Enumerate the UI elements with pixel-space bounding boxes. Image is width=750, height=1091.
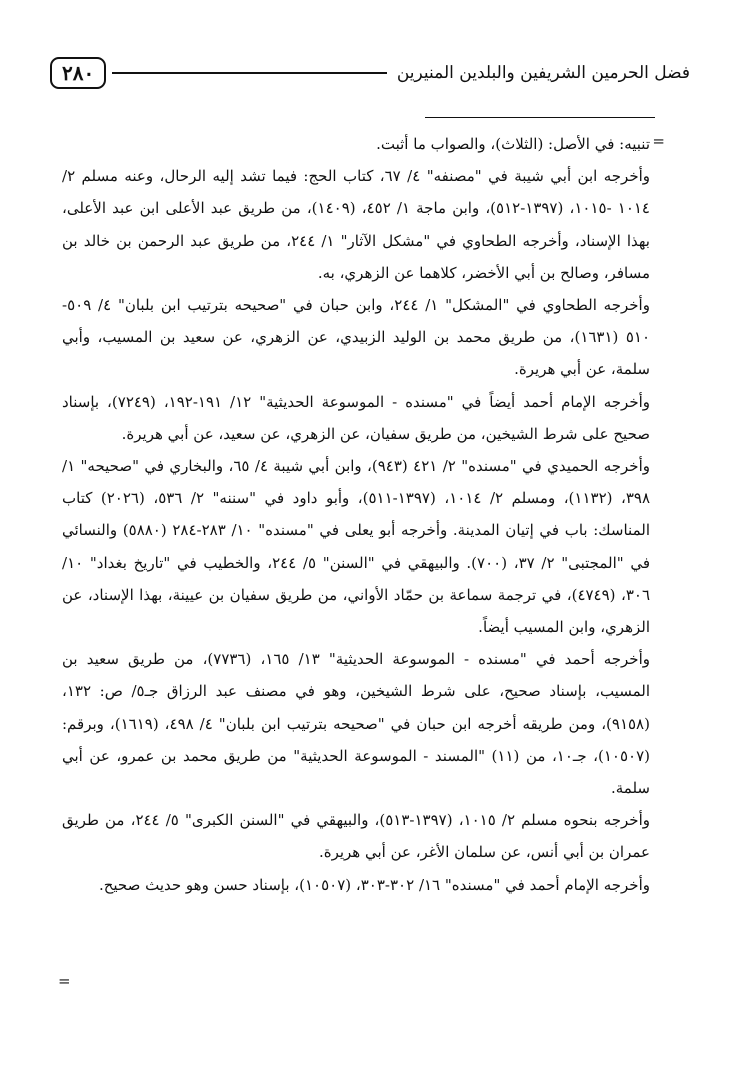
continuation-marker-top: = bbox=[652, 132, 665, 150]
note-paragraph: وأخرجه الحميدي في "مسنده" ٢/ ٤٢١ (٩٤٣)، وابن أبي شيبة ٤/ ٦٥، والبخاري في "صحيحه" ١/ ٣٩٨، (١١٣٢)، ومسلم ٢/ ١٠١٤، (١٣٩٧-٥١١)، وأبو داود في "سننه" ٢/ ٥٣٦، (٢٠٢٦) كتاب المناسك: باب في إتيان المدينة. وأخرجه أبو يعلى في "مسنده" ١٠/ ٢٨٣-٢٨٤ (٥٨٨٠) والنسائي في "المجتبى" ٢/ ٣٧، (٧٠٠). والبيهقي في "السنن" ٥/ ٢٤٤، والخطيب في "تاريخ بغداد" ١٠/ ٣٠٦، (٤٧٤٩)، في ترجمة سماعة بن حمّاد الأواني، من طريق سفيان بن عيينة، بهذا الإسناد، عن الزهري، وابن المسيب أيضاً. bbox=[62, 457, 651, 637]
note-paragraph: وأخرجه الطحاوي في "المشكل" ١/ ٢٤٤، وابن حبان في "صحيحه بترتيب ابن بلبان" ٤/ ٥٠٩- ٥١٠ (١٦٣١)، من طريق محمد بن الوليد الزبيدي، عن الزهري، عن سعيد بن المسيب، وأبي سلمة، عن أبي هريرة. bbox=[62, 296, 650, 379]
running-title: فضل الحرمين الشريفين والبلدين المنيرين bbox=[396, 63, 690, 83]
continuation-marker-bottom: = bbox=[58, 972, 71, 990]
note-paragraph: وأخرجه ابن أبي شيبة في "مصنفه" ٤/ ٦٧، كتاب الحج: فيما تشد إليه الرحال، وعنه مسلم ٢/ ١٠١٤ -١٠١٥، (١٣٩٧-٥١٢)، وابن ماجة ١/ ٤٥٢، (١٤٠٩)، من طريق عبد الأعلى ابن عبد الأعلى، بهذا الإسناد، وأخرجه الطحاوي في "مشكل الآثار" ١/ ٢٤٤، من طريق عبد الرحمن بن خالد بن مسافر، وصالح بن أبي الأخضر، كلاهما عن الزهري، به. bbox=[62, 167, 651, 282]
note-paragraph: وأخرجه الإمام أحمد أيضاً في "مسنده - الموسوعة الحديثية" ١٢/ ١٩١-١٩٢، (٧٢٤٩)، بإسناد صحيح على شرط الشيخين، من طريق سفيان، عن الزهري، عن سعيد، عن أبي هريرة. bbox=[62, 392, 650, 443]
running-header bbox=[50, 55, 690, 91]
note-paragraph: تنبيه: في الأصل: (الثلاث)، والصواب ما أثبت. bbox=[376, 135, 650, 153]
header-rule bbox=[112, 72, 387, 74]
note-paragraph: وأخرجه أحمد في "مسنده - الموسوعة الحديثية" ١٣/ ١٦٥، (٧٧٣٦)، من طريق سعيد بن المسيب، بإسناد صحيح، على شرط الشيخين، وهو في مصنف عبد الرزاق جـ٥/ ص: ١٣٢، (٩١٥٨)، ومن طريقه أخرجه ابن حبان في "صحيحه بترتيب ابن بلبان" ٤/ ٤٩٨، (١٦١٩)، وبرقم: (١٠٥٠٧)، جـ١٠، من (١١) "المسند - الموسوعة الحديثية" من طريق محمد بن عمرو، عن أبي سلمة. bbox=[62, 650, 650, 798]
note-paragraph: وأخرجه بنحوه مسلم ٢/ ١٠١٥، (١٣٩٧-٥١٣)، والبيهقي في "السنن الكبرى" ٥/ ٢٤٤، من طريق عمران بن أبي أنس، عن سلمان الأغر، عن أبي هريرة. bbox=[62, 811, 650, 862]
footnote-body bbox=[62, 128, 650, 901]
note-paragraph: وأخرجه الإمام أحمد في "مسنده" ١٦/ ٣٠٢-٣٠٣، (١٠٥٠٧)، بإسناد حسن وهو حديث صحيح. bbox=[98, 875, 650, 894]
footnote-separator bbox=[425, 117, 655, 118]
page-number: ٢٨٠ bbox=[50, 57, 106, 89]
